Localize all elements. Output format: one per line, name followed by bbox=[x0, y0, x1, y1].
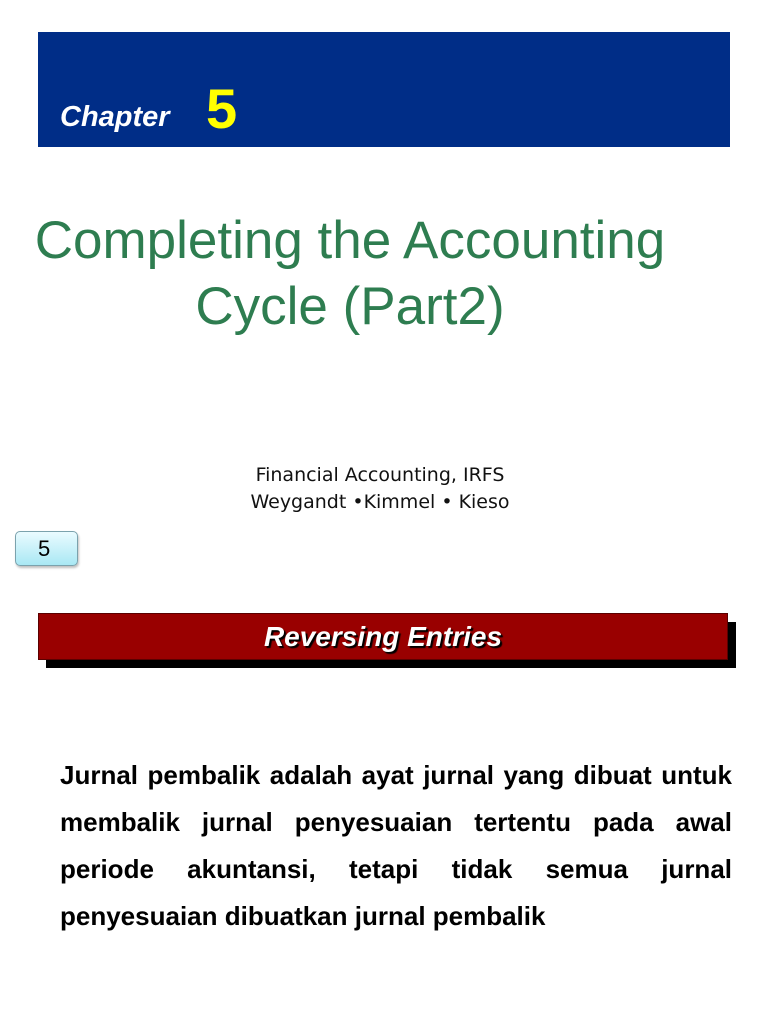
slide-number-badge: 5 bbox=[15, 531, 78, 566]
section-banner bbox=[38, 613, 728, 660]
slide-title-line-1: Completing the Accounting bbox=[34, 211, 666, 270]
slide-title-line-2: Cycle (Part2) bbox=[195, 277, 505, 336]
book-title: Financial Accounting, IRFS bbox=[255, 464, 505, 486]
chapter-number: 5 bbox=[206, 77, 238, 140]
book-info bbox=[180, 462, 580, 516]
body-paragraph: Jurnal pembalik adalah ayat jurnal yang dibuat untuk membalik jurnal penyesuaian tertentu pada awal periode akuntansi, tetapi tidak semua jurnal penyesuaian dibuatkan jurnal pembalik bbox=[60, 760, 732, 931]
book-authors: Weygandt •Kimmel • Kieso bbox=[250, 491, 510, 513]
chapter-banner bbox=[38, 32, 730, 147]
chapter-label: Chapter bbox=[60, 101, 170, 133]
section-title: Reversing Entries bbox=[263, 621, 503, 652]
slide-title bbox=[0, 208, 700, 340]
